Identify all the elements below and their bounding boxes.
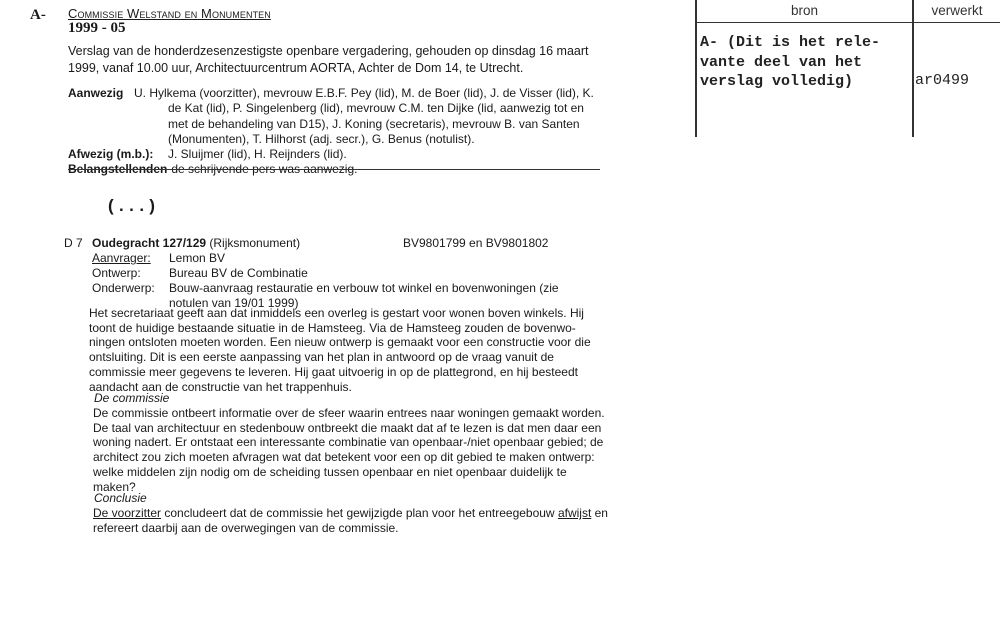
present-line-1: U. Hylkema (voorzitter), mevrouw E.B.F. Pey (lid), M. de Boer (lid), J. de Visser (lid), K. <box>134 86 594 100</box>
attendance-block <box>68 86 598 178</box>
conclusion-subject: De voorzitter <box>93 506 162 520</box>
column-header-verwerkt: verwerkt <box>931 3 983 18</box>
present-line-3: met de behandeling van D15), J. Koning (secretaris), mevrouw B. van Santen <box>168 116 580 131</box>
meta-value: Lemon BV <box>169 251 226 265</box>
meta-key: Aanvrager: <box>92 251 151 265</box>
conclusion-paragraph <box>93 506 608 535</box>
stakeholders-row <box>68 162 598 177</box>
absent-label: Afwezig (m.b.): <box>68 147 154 162</box>
table-column-divider <box>912 0 914 137</box>
spacer <box>68 101 168 116</box>
bron-line: A- (Dit is het rele- <box>700 34 881 51</box>
bron-cell <box>700 33 910 92</box>
table-border-left <box>695 0 697 137</box>
present-row-cont <box>68 132 598 147</box>
meta-value: Bureau BV de Combinatie <box>169 266 308 280</box>
commission-paragraph: De commissie ontbeert informatie over de sfeer waarin entrees naar woningen gemaakt worden. De taal van architectuur en stedenbouw ontbreekt die maakt dat af te lezen is dat men daar een woning nadert. Er ontstaat een interessante combinatie van openbaar-/niet openbaar gebied; de architect zou zich moeten afvragen wat dat betekent voor een op dit gebied te maken ontwerp: welke middelen zijn nodig om de scheiding tussen openbaar en niet openbaar duidelijk te maken? <box>93 406 605 494</box>
meeting-intro: Verslag van de honderdzesenzestigste openbare vergadering, gehouden op dinsdag 16 maart 1999, vanaf 10.00 uur, Architectuurcentrum AORTA, Achter de Dom 14, te Utrecht. <box>68 44 589 75</box>
item-code: D 7 <box>64 236 83 250</box>
table-header-rule <box>695 22 1000 23</box>
item-title <box>92 236 300 250</box>
absent-value: J. Sluijmer (lid), H. Reijnders (lid). <box>168 147 347 162</box>
present-line-2: de Kat (lid), P. Singelenberg (lid), mevrouw C.M. ten Dijke (lid, aanwezig tot en <box>168 101 584 116</box>
spacer <box>68 132 168 147</box>
item-meta <box>92 251 599 311</box>
present-row <box>68 86 598 101</box>
present-row-cont <box>68 117 598 132</box>
meta-row-applicant <box>92 251 599 266</box>
organization-title: Commissie Welstand en Monumenten <box>68 6 271 21</box>
section-marker: A- <box>30 7 46 23</box>
commission-heading: De commissie <box>94 391 170 405</box>
header-divider <box>68 169 600 170</box>
conclusion-end: en refereert daarbij aan de overwegingen van de commissie. <box>93 506 608 535</box>
spacer <box>68 117 168 132</box>
meta-key: Ontwerp: <box>92 266 141 280</box>
omission-marker: (...) <box>106 198 158 217</box>
meeting-number: 1999 - 05 <box>68 20 126 36</box>
conclusion-text: concludeert dat de commissie het gewijzigde plan voor het entreegebouw <box>161 506 558 520</box>
meta-value: Bouw-aanvraag restauratie en verbouw tot winkel en bovenwoningen (zie notulen van 19/01 1999) <box>169 281 559 310</box>
verwerkt-cell: ar0499 <box>915 72 970 89</box>
bron-line: vante deel van het <box>700 53 863 71</box>
column-header-bron: bron <box>790 3 819 18</box>
stakeholders-label: Belangstellenden <box>68 162 168 177</box>
meta-key: Onderwerp: <box>92 281 155 295</box>
item-status: (Rijksmonument) <box>206 236 301 250</box>
conclusion-heading: Conclusie <box>94 491 147 505</box>
absent-row <box>68 147 598 162</box>
item-reference: BV9801799 en BV9801802 <box>403 236 549 250</box>
present-line-4: (Monumenten), T. Hilhorst (adj. secr.), G. Benus (notulist). <box>168 131 475 146</box>
bron-line: verslag volledig) <box>700 73 854 90</box>
conclusion-verdict: afwijst <box>557 506 592 520</box>
stakeholders-value: de schrijvende pers was aanwezig. <box>171 162 358 177</box>
present-label: Aanwezig <box>68 86 124 100</box>
meta-row-design <box>92 266 599 281</box>
present-row-cont <box>68 101 598 116</box>
secretariat-paragraph: Het secretariaat geeft aan dat inmiddels een overleg is gestart voor wonen boven winkels. Hij toont de huidige bestaande situatie in de Hamsteeg. Via de Hamsteeg zouden de bovenwo-ningen ontsloten moeten worden. Een nieuw ontwerp is gemaakt voor een constructie voor die ontsluiting. Dit is een eerste aanpassing van het plan in antwoord op de vraag vanuit de commissie meer gegevens te leveren. Hij gaat uitvoerig in op de plattegrond, en hij besteedt aandacht aan de constructie van het trappenhuis. <box>89 306 591 394</box>
item-address: Oudegracht 127/129 <box>92 236 207 250</box>
